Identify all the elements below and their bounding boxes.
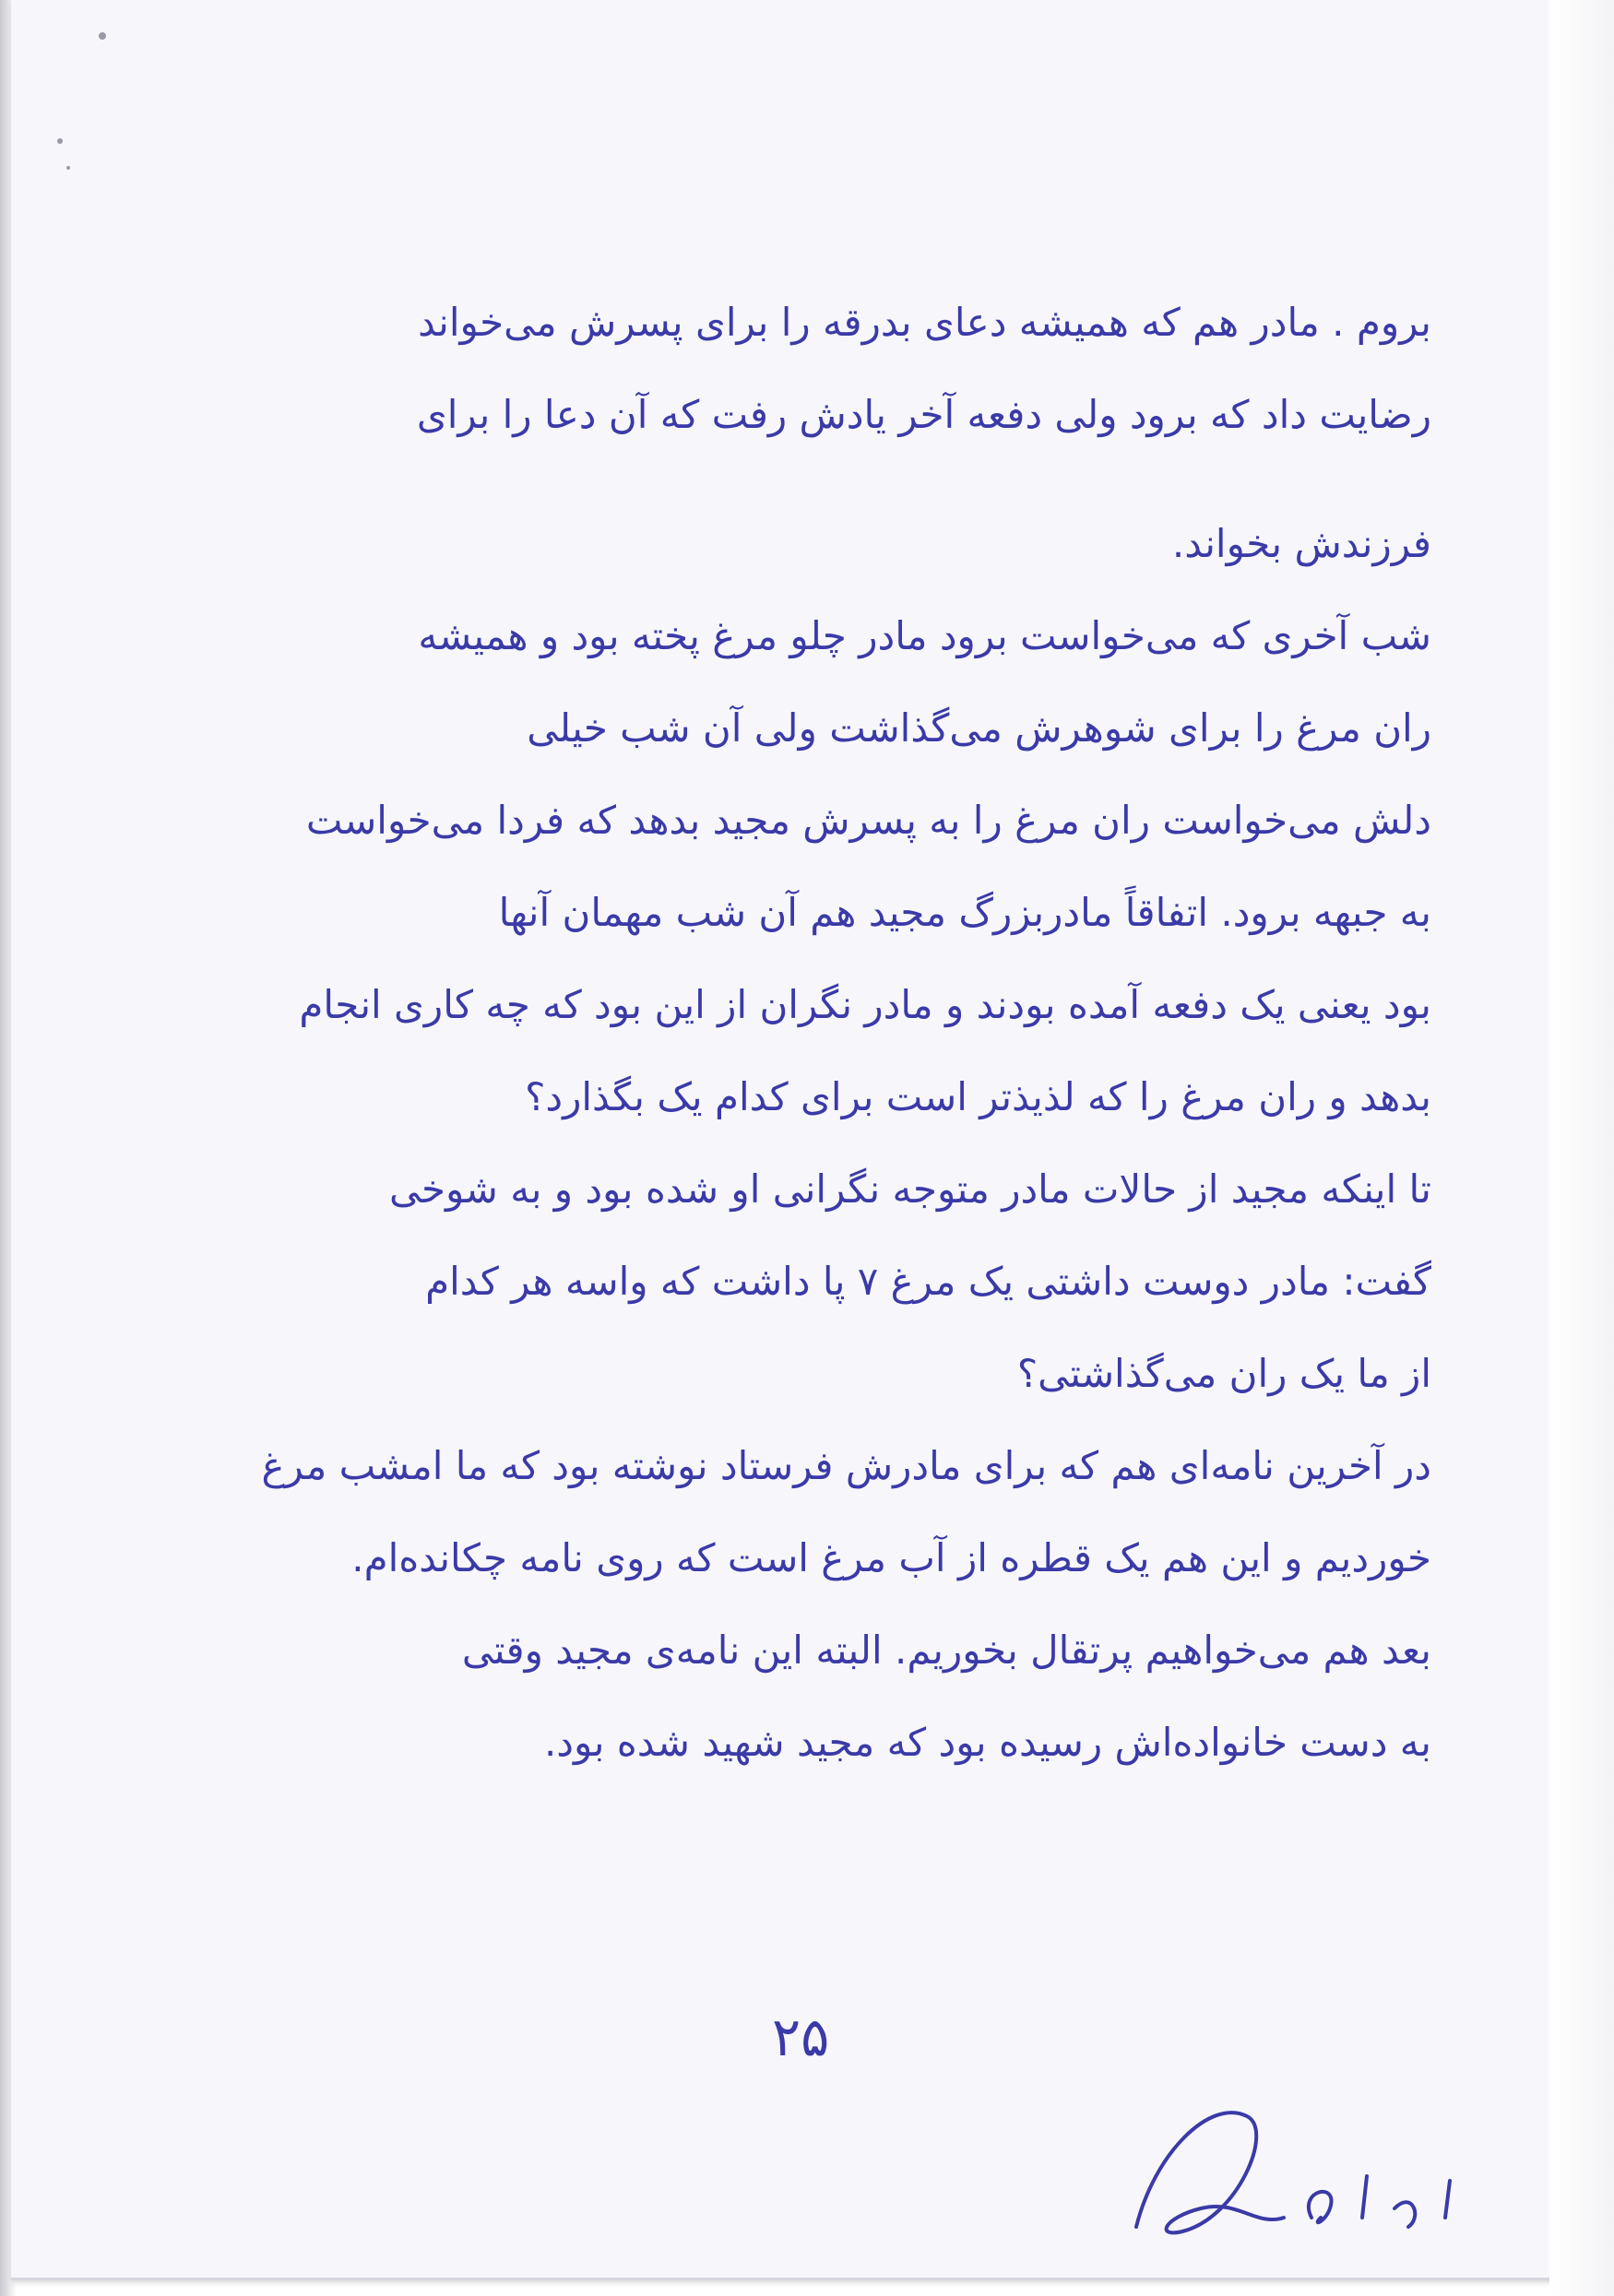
scan-margin [1549,0,1614,2296]
paper-sheet [11,0,1552,2280]
text-line: از ما یک ران می‌گذاشتی؟ [1016,1351,1431,1396]
text-line: به دست خانواده‌اش رسیده بود که مجید شهید شده بود. [543,1720,1431,1765]
text-line: خوردیم و این هم یک قطره از آب مرغ است که روی نامه چکانده‌ام. [351,1535,1431,1580]
text-line: دلش می‌خواست ران مرغ را به پسرش مجید بدهد که فردا می‌خواست [305,798,1431,843]
text-line: بود یعنی یک دفعه آمده بودند و مادر نگران از این بود که چه کاری انجام [299,982,1431,1027]
signature [1099,2079,1487,2264]
text-line: فرزندش بخواند. [1171,521,1431,566]
paper-speck [66,166,70,170]
text-line: شب آخری که می‌خواست برود مادر چلو مرغ پخته بود و همیشه [418,613,1431,658]
text-line: تا اینکه مجید از حالات مادر متوجه نگرانی او شده بود و به شوخی [388,1166,1431,1212]
text-line: ران مرغ را برای شوهرش می‌گذاشت ولی آن شب خیلی [527,705,1431,751]
text-line: در آخرین نامه‌ای هم که برای مادرش فرستاد نوشته بود که ما امشب مرغ [261,1443,1431,1488]
text-line: بعد هم می‌خواهیم پرتقال بخوریم. البته این نامه‌ی مجید وقتی [461,1627,1431,1673]
text-line: بروم . مادر هم که همیشه دعای بدرقه را برای پسرش می‌خواند [418,300,1431,345]
text-line: به جبهه برود. اتفاقاً مادربزرگ مجید هم آن شب مهمان آنها [498,890,1431,935]
page-number: ۲۵ [772,2006,830,2068]
paper-speck [57,138,63,144]
text-line: بدهد و ران مرغ را که لذیذتر است برای کدام یک بگذارد؟ [525,1074,1431,1119]
text-line: رضایت داد که برود ولی دفعه آخر یادش رفت که آن دعا را برای [416,392,1431,437]
paper-speck [99,32,106,40]
handwritten-text [48,277,1431,1789]
text-line: گفت: مادر دوست داشتی یک مرغ ۷ پا داشت که واسه هر کدام [425,1259,1431,1304]
